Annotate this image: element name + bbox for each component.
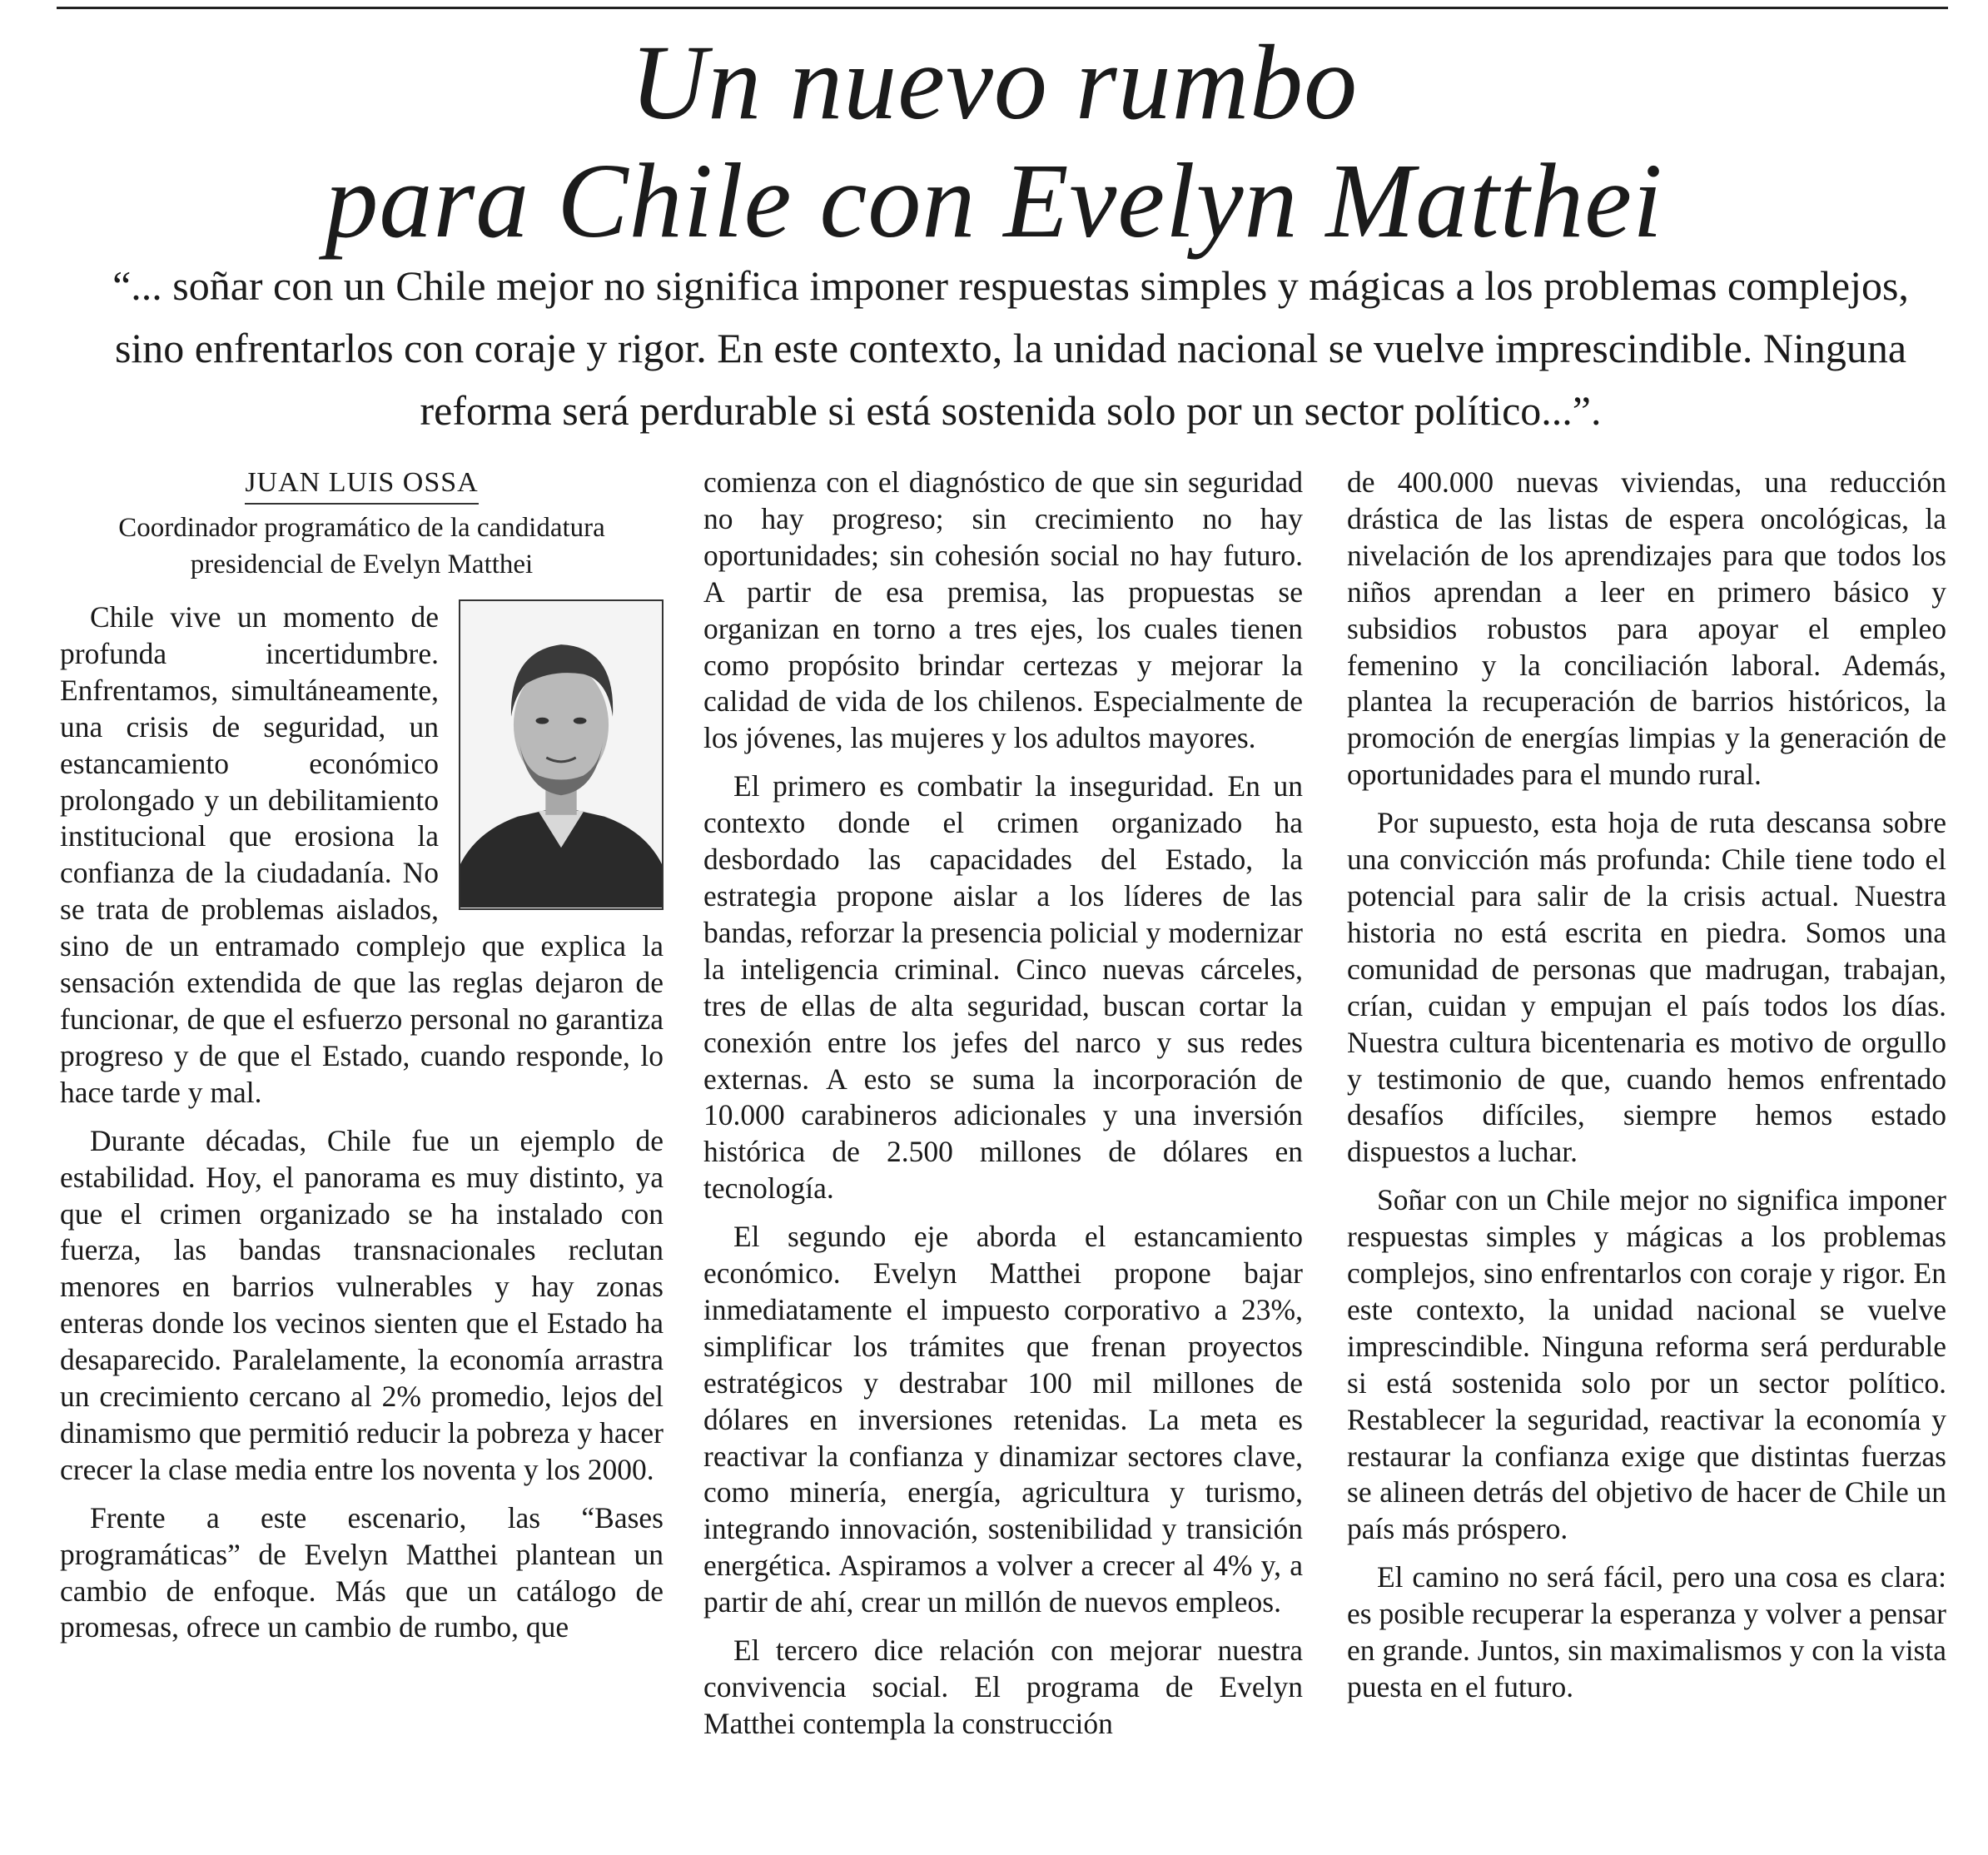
paragraph-7: Por supuesto, esta hoja de ruta descansa sobre una convicción más profunda: Chile tiene todo el potencial para salir de la crisis actual. Nuestra historia no está escrita en piedra. Somos una comunidad de personas que madrugan, trabajan, crían, cuidan y empujan el país todos los días. Nuestra cultura bicentenaria es motivo de orgullo y testimonio de que, cuando hemos enfrentado desafíos difíciles, siempre hemos estado dispuestos a luchar. bbox=[1347, 806, 1946, 1169]
paragraph-3-continued: comienza con el diagnóstico de que sin seguridad no hay progreso; sin crecimiento no hay oportunidades; sin cohesión social no hay futuro. A partir de esa premisa, las propuestas se organizan en torno a tres ejes, los cuales tienen como propósito brindar certezas y mejorar la calidad de vida de los chilenos. Especialmente de los jóvenes, las mujeres y los adultos mayores. bbox=[703, 465, 1303, 755]
byline bbox=[60, 465, 663, 505]
paragraph-3: Frente a este escenario, las “Bases programáticas” de Evelyn Matthei plantean un cambio de enfoque. Más que un catálogo de promesas, ofrece un cambio de rumbo, que bbox=[60, 1500, 663, 1644]
top-rule bbox=[57, 7, 1948, 9]
author-name: JUAN LUIS OSSA bbox=[245, 465, 478, 505]
paragraph-5: El segundo eje aborda el estancamiento económico. Evelyn Matthei propone bajar inmediatamente el impuesto corporativo a 23%, simplificar los trámites que frenan proyectos estratégicos y destrabar 100 mil millones de dólares en inversiones retenidas. La meta es reactivar la confianza y dinamizar sectores clave, como minería, energía, agricultura y turismo, integrando innovación, sostenibilidad y transición energética. Aspiramos a volver a crecer al 4% y, a partir de ahí, crear un millón de nuevos empleos. bbox=[703, 1220, 1303, 1619]
paragraph-1-text: Chile vive un momento de profunda incertidumbre. Enfrentamos, simultáneamente, una crisis de seguridad, un estancamiento económico prolongado y un debilitamiento institucional que erosiona la confianza de la ciudadanía. No se trata de problemas aislados, sino de un entramado complejo que explica la sensación extendida de que las reglas dejaron de funcionar, de que el esfuerzo personal no garantiza progreso y de que el Estado, cuando responde, lo hace tarde y mal. bbox=[60, 600, 663, 1109]
paragraph-9: El camino no será fácil, pero una cosa es clara: es posible recuperar la esperanza y volver a pensar en grande. Juntos, sin maximalismos y con la vista puesta en el futuro. bbox=[1347, 1560, 1946, 1703]
paragraph-2: Durante décadas, Chile fue un ejemplo de estabilidad. Hoy, el panorama es muy distinto, ya que el crimen organizado se ha instalado con fuerza, las bandas transnacionales reclutan menores en barrios vulnerables y hay zonas enteras donde los vecinos sienten que el Estado ha desaparecido. Paralelamente, la economía arrastra un crecimiento cercano al 2% promedio, lejos del dinamismo que permitió reducir la pobreza y hacer crecer la clase media entre los noventa y los 2000. bbox=[60, 1123, 663, 1486]
column-1 bbox=[60, 465, 663, 1830]
pull-quote: “... soñar con un Chile mejor no significa imponer respuestas simples y mágicas a los problemas complejos, sino enfrentarlos con coraje y rigor. En este contexto, la unidad nacional se vuelve imprescindible. Ninguna reforma será perdurable si está sostenida solo por un sector político...”. bbox=[112, 262, 1909, 434]
paragraph-1 bbox=[60, 599, 663, 1112]
paragraph-6: El tercero dice relación con mejorar nuestra convivencia social. El programa de Evelyn Matthei contempla la construcción bbox=[703, 1634, 1303, 1740]
column-3 bbox=[1347, 465, 1946, 1830]
article-headline bbox=[0, 23, 1988, 260]
author-role: Coordinador programático de la candidatura presidencial de Evelyn Matthei bbox=[118, 513, 605, 579]
author-photo bbox=[459, 599, 663, 910]
paragraph-4: El primero es combatir la inseguridad. En un contexto donde el crimen organizado ha desbordado las capacidades del Estado, la estrategia propone aislar a los líderes de las bandas, reforzar la presencia policial y modernizar la inteligencia criminal. Cinco nuevas cárceles, tres de ellas de alta seguridad, buscan cortar la conexión entre los jefes del narco y sus redes externas. A esto se suma la incorporación de 10.000 carabineros adicionales y una inversión histórica de 2.500 millones de dólares en tecnología. bbox=[703, 769, 1303, 1206]
paragraph-8: Soñar con un Chile mejor no significa imponer respuestas simples y mágicas a los problemas complejos, sino enfrentarlos con coraje y rigor. En este contexto, la unidad nacional se vuelve imprescindible. Ninguna reforma será perdurable si está sostenida solo por un sector político. Restablecer la seguridad, reactivar la economía y restaurar la confianza exige que distintas fuerzas se alineen detrás del objetivo de hacer de Chile un país más próspero. bbox=[1347, 1183, 1946, 1546]
portrait-icon bbox=[460, 601, 662, 908]
headline-line-2: para Chile con Evelyn Matthei bbox=[325, 142, 1663, 260]
paragraph-6-continued: de 400.000 nuevas viviendas, una reducción drástica de las listas de espera oncológicas, la nivelación de los aprendizajes para que todos los niños aprendan a leer en primero básico y subsidios robustos para apoyar el empleo femenino y la conciliación laboral. Además, plantea la recuperación de barrios históricos, la promoción de energías limpias y la generación de oportunidades para el mundo rural. bbox=[1347, 465, 1946, 792]
headline-line-1: Un nuevo rumbo bbox=[629, 23, 1359, 142]
column-2 bbox=[703, 465, 1303, 1830]
